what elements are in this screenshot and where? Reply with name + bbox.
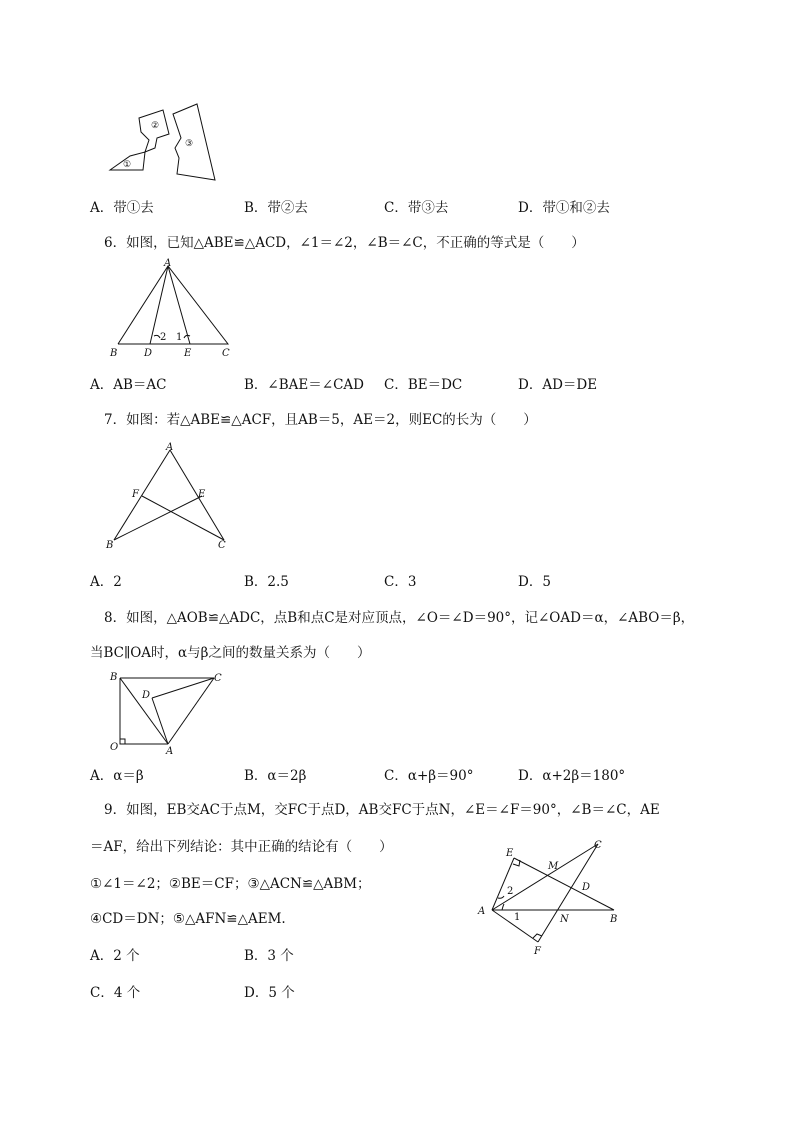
q7-figure	[104, 440, 234, 555]
q8-stem-line2: 当BC∥OA时，α与β之间的数量关系为（ ）	[90, 645, 371, 661]
q9-option-a[interactable]: A．2 个	[90, 948, 140, 964]
q8-figure	[106, 670, 231, 755]
q6-figure	[106, 258, 236, 360]
q5-figure	[105, 100, 225, 185]
q9-figure	[474, 836, 634, 961]
q7-option-b[interactable]: B．2.5	[244, 574, 289, 590]
q6-option-d[interactable]: D．AD＝DE	[518, 377, 598, 393]
q5-option-c[interactable]: C．带③去	[384, 200, 449, 216]
q8-option-d[interactable]: D．α+2β＝180°	[518, 768, 626, 784]
piece-label-1: ①	[123, 160, 132, 170]
q6-option-a[interactable]: A．AB＝AC	[90, 377, 167, 393]
svg-text:D: D	[142, 690, 151, 701]
q8-option-c[interactable]: C．α+β＝90°	[384, 768, 474, 784]
svg-text:C: C	[222, 348, 230, 359]
svg-text:N: N	[560, 914, 569, 925]
svg-text:O: O	[110, 742, 119, 753]
svg-text:B: B	[110, 348, 118, 359]
q8-option-b[interactable]: B．α＝2β	[244, 768, 307, 784]
svg-text:A: A	[166, 442, 174, 453]
svg-text:1: 1	[514, 912, 521, 923]
q6-option-b[interactable]: B．∠BAE＝∠CAD	[244, 377, 364, 393]
q9-option-b[interactable]: B．3 个	[244, 948, 294, 964]
svg-text:2: 2	[160, 332, 167, 343]
svg-text:1: 1	[176, 332, 183, 343]
q8-option-a[interactable]: A．α＝β	[90, 768, 144, 784]
q9-stem-line1: 9．如图，EB交AC于点M，交FC于点D，AB交FC于点N，∠E＝∠F＝90°，∠B＝∠C，AE	[104, 802, 660, 818]
svg-text:M: M	[548, 861, 559, 872]
q9-option-c[interactable]: C．4 个	[90, 985, 141, 1001]
svg-text:C: C	[594, 840, 602, 851]
q9-stem-line2: ＝AF，给出下列结论：其中正确的结论有（ ）	[90, 839, 393, 855]
svg-text:D: D	[582, 882, 591, 893]
piece-3	[173, 104, 215, 180]
q7-option-d[interactable]: D．5	[518, 574, 551, 590]
q9-option-d[interactable]: D．5 个	[244, 985, 295, 1001]
q6-stem: 6．如图，已知△ABE≌△ACD，∠1＝∠2，∠B＝∠C，不正确的等式是（ ）	[104, 235, 585, 251]
svg-text:C: C	[218, 540, 226, 551]
q8-stem-line1: 8．如图，△AOB≌△ADC，点B和点C是对应顶点，∠O＝∠D＝90°，记∠OAD＝α，∠ABO＝β，	[104, 610, 695, 626]
q5-option-b[interactable]: B．带②去	[244, 200, 308, 216]
svg-text:F: F	[132, 489, 139, 500]
svg-text:F: F	[534, 946, 541, 957]
svg-text:A: A	[478, 906, 486, 917]
q7-option-a[interactable]: A．2	[90, 574, 122, 590]
svg-text:A: A	[166, 746, 174, 757]
piece-label-3: ③	[185, 139, 194, 149]
svg-text:E: E	[198, 489, 206, 500]
svg-text:A: A	[164, 258, 172, 269]
q6-option-c[interactable]: C．BE＝DC	[384, 377, 463, 393]
svg-text:C: C	[214, 673, 222, 684]
q9-conclusions-line2: ④CD＝DN；⑤△AFN≌△AEM.	[90, 911, 286, 927]
svg-text:E: E	[184, 348, 192, 359]
piece-2	[139, 110, 169, 152]
q7-stem: 7．如图：若△ABE≌△ACF，且AB＝5，AE＝2，则EC的长为（ ）	[104, 412, 537, 428]
q5-option-d[interactable]: D．带①和②去	[518, 200, 610, 216]
svg-text:B: B	[610, 914, 618, 925]
q7-option-c[interactable]: C．3	[384, 574, 417, 590]
svg-text:B: B	[106, 540, 114, 551]
piece-label-2: ②	[151, 121, 160, 131]
svg-text:E: E	[506, 848, 514, 859]
q9-conclusions-line1: ①∠1＝∠2；②BE＝CF；③△ACN≌△ABM；	[90, 876, 371, 892]
q5-option-a[interactable]: A．带①去	[90, 200, 154, 216]
svg-text:B: B	[110, 672, 118, 683]
svg-text:D: D	[144, 348, 153, 359]
svg-text:2: 2	[507, 886, 514, 897]
